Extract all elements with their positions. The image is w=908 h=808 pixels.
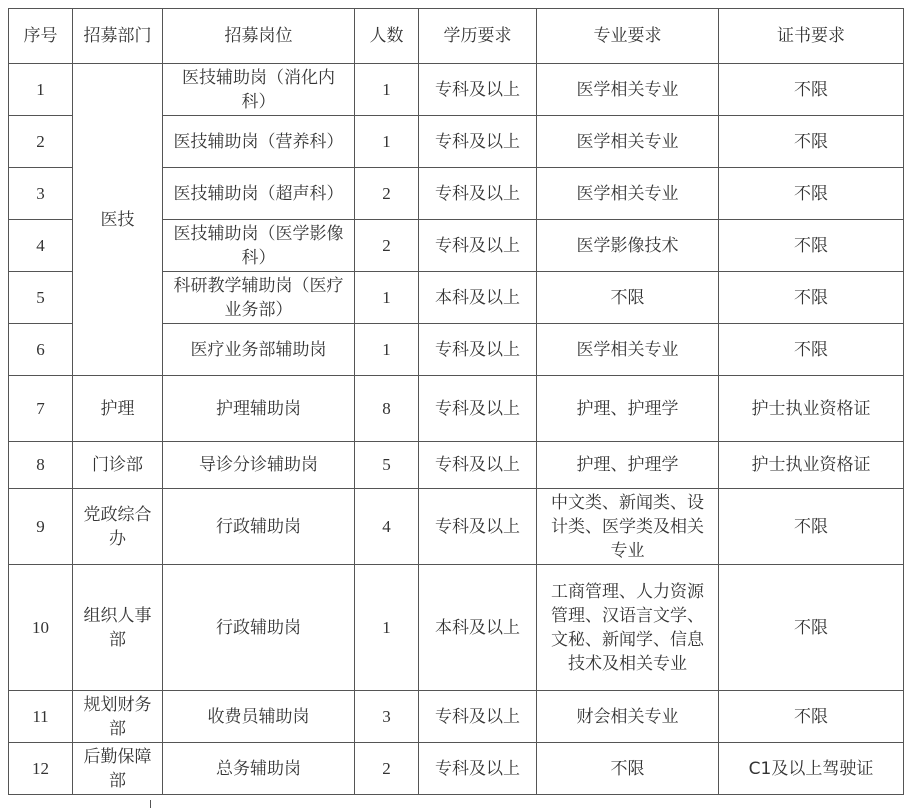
row-number: 2 xyxy=(9,116,73,168)
header-cell: 招募部门 xyxy=(73,9,163,64)
table-row xyxy=(9,691,904,743)
major-cell: 医学相关专业 xyxy=(537,168,719,220)
count-cell: 5 xyxy=(355,442,419,489)
major-cell: 医学相关专业 xyxy=(537,64,719,116)
post-cell: 医技辅助岗（消化内科） xyxy=(163,64,355,116)
table-row xyxy=(9,565,904,691)
post-cell: 总务辅助岗 xyxy=(163,743,355,795)
post-cell: 医技辅助岗（超声科） xyxy=(163,168,355,220)
post-cell: 医疗业务部辅助岗 xyxy=(163,324,355,376)
post-cell: 行政辅助岗 xyxy=(163,489,355,565)
post-cell: 收费员辅助岗 xyxy=(163,691,355,743)
education-cell: 专科及以上 xyxy=(419,168,537,220)
major-cell: 中文类、新闻类、设计类、医学类及相关专业 xyxy=(537,489,719,565)
certificate-cell: 护士执业资格证 xyxy=(719,376,904,442)
table-row xyxy=(9,743,904,795)
row-number: 6 xyxy=(9,324,73,376)
post-cell: 导诊分诊辅助岗 xyxy=(163,442,355,489)
major-cell: 工商管理、人力资源管理、汉语言文学、文秘、新闻学、信息技术及相关专业 xyxy=(537,565,719,691)
count-cell: 1 xyxy=(355,272,419,324)
certificate-cell: 不限 xyxy=(719,116,904,168)
certificate-cell: 不限 xyxy=(719,565,904,691)
education-cell: 专科及以上 xyxy=(419,116,537,168)
table-row xyxy=(9,489,904,565)
major-cell: 不限 xyxy=(537,272,719,324)
major-cell: 医学相关专业 xyxy=(537,324,719,376)
post-cell: 科研教学辅助岗（医疗业务部） xyxy=(163,272,355,324)
certificate-cell: C1及以上驾驶证 xyxy=(719,743,904,795)
department-cell: 护理 xyxy=(73,376,163,442)
department-cell: 党政综合办 xyxy=(73,489,163,565)
header-cell: 证书要求 xyxy=(719,9,904,64)
certificate-cell: 护士执业资格证 xyxy=(719,442,904,489)
row-number: 5 xyxy=(9,272,73,324)
certificate-cell: 不限 xyxy=(719,324,904,376)
education-cell: 专科及以上 xyxy=(419,220,537,272)
count-cell: 2 xyxy=(355,220,419,272)
row-number: 4 xyxy=(9,220,73,272)
row-number: 12 xyxy=(9,743,73,795)
certificate-cell: 不限 xyxy=(719,220,904,272)
count-cell: 4 xyxy=(355,489,419,565)
certificate-cell: 不限 xyxy=(719,168,904,220)
count-cell: 2 xyxy=(355,743,419,795)
education-cell: 专科及以上 xyxy=(419,743,537,795)
post-cell: 护理辅助岗 xyxy=(163,376,355,442)
header-cell: 人数 xyxy=(355,9,419,64)
education-cell: 专科及以上 xyxy=(419,442,537,489)
certificate-cell: 不限 xyxy=(719,489,904,565)
certificate-cell: 不限 xyxy=(719,64,904,116)
major-cell: 护理、护理学 xyxy=(537,442,719,489)
header-cell: 专业要求 xyxy=(537,9,719,64)
education-cell: 专科及以上 xyxy=(419,489,537,565)
count-cell: 1 xyxy=(355,116,419,168)
count-cell: 1 xyxy=(355,565,419,691)
department-cell: 医技 xyxy=(73,64,163,376)
major-cell: 医学影像技术 xyxy=(537,220,719,272)
row-number: 9 xyxy=(9,489,73,565)
count-cell: 8 xyxy=(355,376,419,442)
education-cell: 专科及以上 xyxy=(419,324,537,376)
education-cell: 专科及以上 xyxy=(419,376,537,442)
major-cell: 医学相关专业 xyxy=(537,116,719,168)
row-number: 10 xyxy=(9,565,73,691)
header-cell: 学历要求 xyxy=(419,9,537,64)
education-cell: 本科及以上 xyxy=(419,565,537,691)
major-cell: 财会相关专业 xyxy=(537,691,719,743)
major-cell: 不限 xyxy=(537,743,719,795)
post-cell: 医技辅助岗（营养科） xyxy=(163,116,355,168)
header-cell: 序号 xyxy=(9,9,73,64)
header-row xyxy=(9,9,904,64)
recruitment-table xyxy=(8,8,904,795)
table-row xyxy=(9,376,904,442)
certificate-cell: 不限 xyxy=(719,272,904,324)
department-cell: 组织人事部 xyxy=(73,565,163,691)
row-number: 3 xyxy=(9,168,73,220)
table-row xyxy=(9,64,904,116)
row-number: 8 xyxy=(9,442,73,489)
certificate-cell: 不限 xyxy=(719,691,904,743)
education-cell: 专科及以上 xyxy=(419,64,537,116)
department-cell: 门诊部 xyxy=(73,442,163,489)
header-cell: 招募岗位 xyxy=(163,9,355,64)
post-cell: 行政辅助岗 xyxy=(163,565,355,691)
count-cell: 3 xyxy=(355,691,419,743)
table-row xyxy=(9,442,904,489)
department-cell: 规划财务部 xyxy=(73,691,163,743)
education-cell: 专科及以上 xyxy=(419,691,537,743)
row-number: 7 xyxy=(9,376,73,442)
row-number: 11 xyxy=(9,691,73,743)
row-number: 1 xyxy=(9,64,73,116)
count-cell: 1 xyxy=(355,64,419,116)
major-cell: 护理、护理学 xyxy=(537,376,719,442)
education-cell: 本科及以上 xyxy=(419,272,537,324)
department-cell: 后勤保障部 xyxy=(73,743,163,795)
page-edge-mark xyxy=(150,800,157,808)
post-cell: 医技辅助岗（医学影像科） xyxy=(163,220,355,272)
count-cell: 2 xyxy=(355,168,419,220)
count-cell: 1 xyxy=(355,324,419,376)
